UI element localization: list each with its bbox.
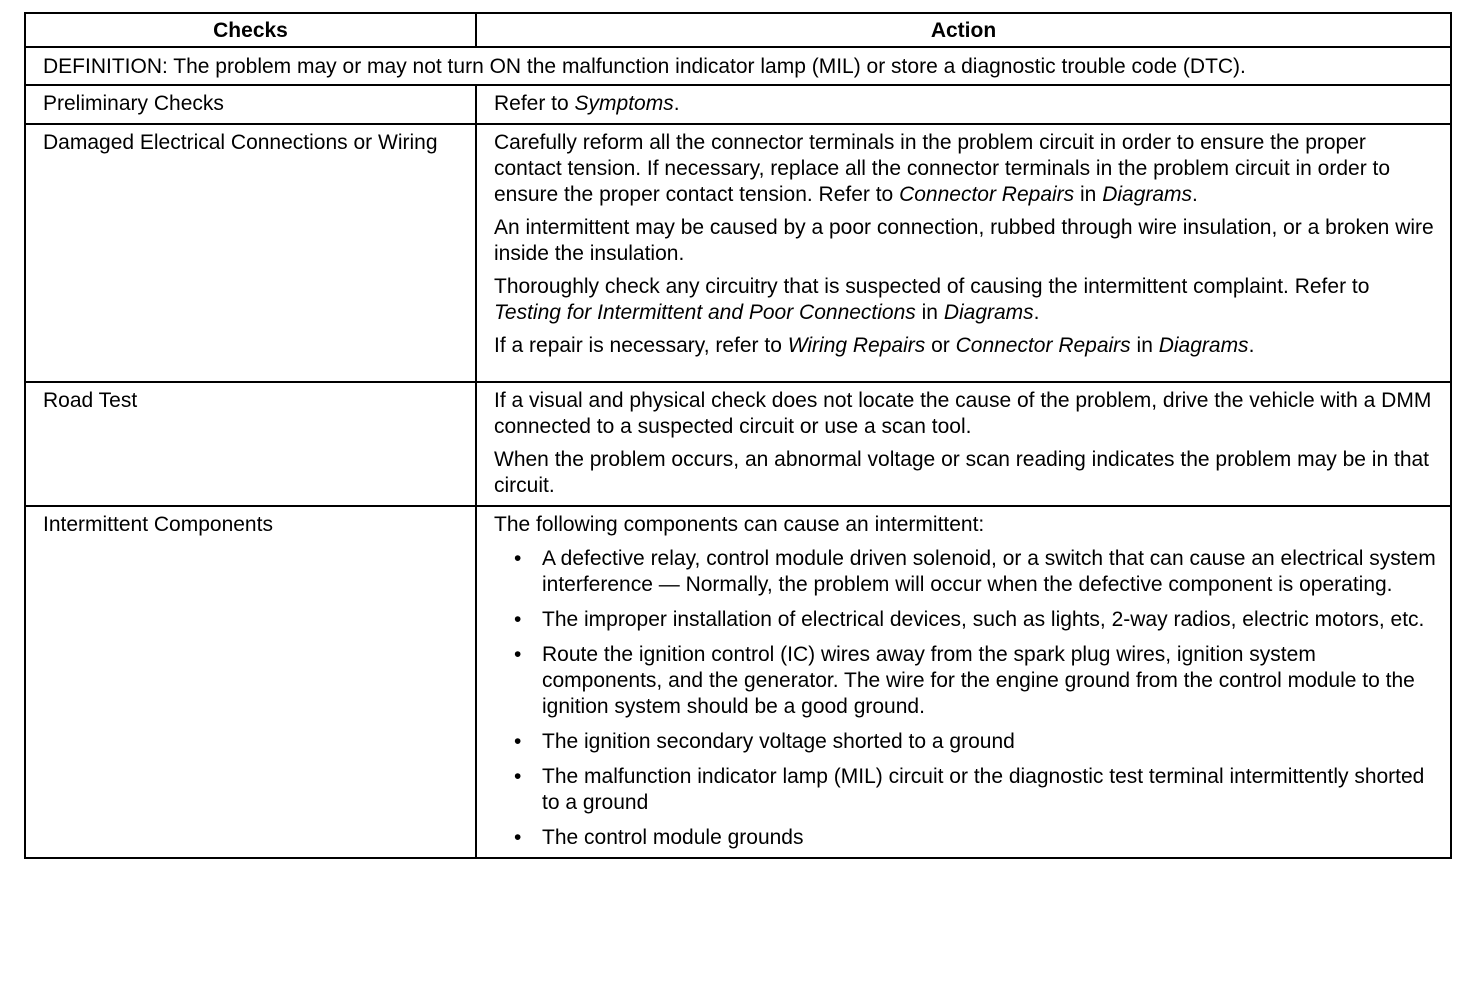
list-item: [494, 825, 1438, 851]
bullet-icon: •: [514, 547, 522, 570]
list-item-text: The malfunction indicator lamp (MIL) circuit or the diagnostic test terminal intermittently shorted to a ground: [542, 765, 1425, 814]
list-item: [494, 764, 1438, 816]
list-item-text: The control module grounds: [542, 826, 804, 849]
component-list: [494, 546, 1438, 851]
header-checks: Checks: [25, 13, 476, 47]
text-segment: When the problem occurs, an abnormal voltage or scan reading indicates the problem may be in that circuit.: [494, 448, 1430, 497]
action-cell: [476, 506, 1451, 858]
list-item: [494, 546, 1438, 598]
action-paragraph: [494, 91, 1438, 117]
checks-action-table: [24, 12, 1452, 859]
text-segment: or: [925, 334, 956, 357]
bullet-icon: •: [514, 643, 522, 666]
check-cell: Damaged Electrical Connections or Wiring: [25, 124, 476, 382]
text-segment: Thoroughly check any circuitry that is suspected of causing the intermittent complaint. Refer to: [494, 275, 1370, 298]
text-segment: .: [1248, 334, 1255, 357]
list-item-text: Route the ignition control (IC) wires away from the spark plug wires, ignition system components, and the generator. The wire for the engine ground from the control module to the ignition system should be a good ground.: [542, 643, 1415, 718]
bullet-icon: •: [514, 765, 522, 788]
text-segment: An intermittent may be caused by a poor connection, rubbed through wire insulation, or a broken wire inside the insulation.: [494, 216, 1434, 265]
check-cell: Road Test: [25, 382, 476, 506]
reference-text: Connector Repairs: [899, 183, 1075, 206]
reference-text: Diagrams: [1102, 183, 1193, 206]
action-paragraph: [494, 130, 1438, 208]
table-row: [25, 85, 1451, 124]
table-row: [25, 124, 1451, 382]
list-item-text: A defective relay, control module driven solenoid, or a switch that can cause an electrical system interference — Normally, the problem will occur when the defective component is operating.: [542, 547, 1436, 596]
text-segment: .: [673, 92, 680, 115]
reference-text: Diagrams: [943, 301, 1034, 324]
list-item-text: The improper installation of electrical devices, such as lights, 2-way radios, electric motors, etc.: [542, 608, 1425, 631]
text-segment: .: [1033, 301, 1040, 324]
reference-text: Connector Repairs: [955, 334, 1131, 357]
bullet-intro: The following components can cause an intermittent:: [494, 513, 985, 536]
text-segment: If a visual and physical check does not locate the cause of the problem, drive the vehicle with a DMM connected to a suspected circuit or use a scan tool.: [494, 389, 1432, 438]
action-paragraph: [494, 274, 1438, 326]
definition-row: [25, 47, 1451, 85]
action-paragraph: [494, 215, 1438, 267]
text-segment: in: [1074, 183, 1103, 206]
action-cell: [476, 124, 1451, 382]
bullet-icon: •: [514, 730, 522, 753]
text-segment: .: [1192, 183, 1198, 206]
check-cell: Preliminary Checks: [25, 85, 476, 124]
text-segment: in: [1130, 334, 1159, 357]
action-paragraph: [494, 333, 1438, 359]
table-row: [25, 382, 1451, 506]
text-segment: If a repair is necessary, refer to: [494, 334, 788, 357]
reference-text: Testing for Intermittent and Poor Connections: [494, 301, 916, 324]
table-row: [25, 506, 1451, 858]
header-action: Action: [476, 13, 1451, 47]
header-row: [25, 13, 1451, 47]
bullet-icon: •: [514, 826, 522, 849]
definition-text: DEFINITION: The problem may or may not turn ON the malfunction indicator lamp (MIL) or store a diagnostic trouble code (DTC).: [25, 47, 1451, 85]
reference-text: Wiring Repairs: [787, 334, 926, 357]
check-cell: Intermittent Components: [25, 506, 476, 858]
list-item-text: The ignition secondary voltage shorted to a ground: [542, 730, 1015, 753]
text-segment: in: [915, 301, 944, 324]
list-item: [494, 729, 1438, 755]
bullet-icon: •: [514, 608, 522, 631]
reference-text: Symptoms: [574, 92, 674, 115]
action-paragraph: [494, 388, 1438, 440]
action-cell: [476, 382, 1451, 506]
text-segment: Refer to: [494, 92, 575, 115]
action-cell: [476, 85, 1451, 124]
text-segment: Carefully reform all the connector terminals in the problem circuit in order to ensure the proper contact tension. If necessary, replace all the connector terminals in the problem circuit in order to ensure the proper contact tension. Refer to: [494, 131, 1391, 206]
action-paragraph: [494, 447, 1438, 499]
list-item: [494, 607, 1438, 633]
list-item: [494, 642, 1438, 720]
reference-text: Diagrams: [1158, 334, 1249, 357]
